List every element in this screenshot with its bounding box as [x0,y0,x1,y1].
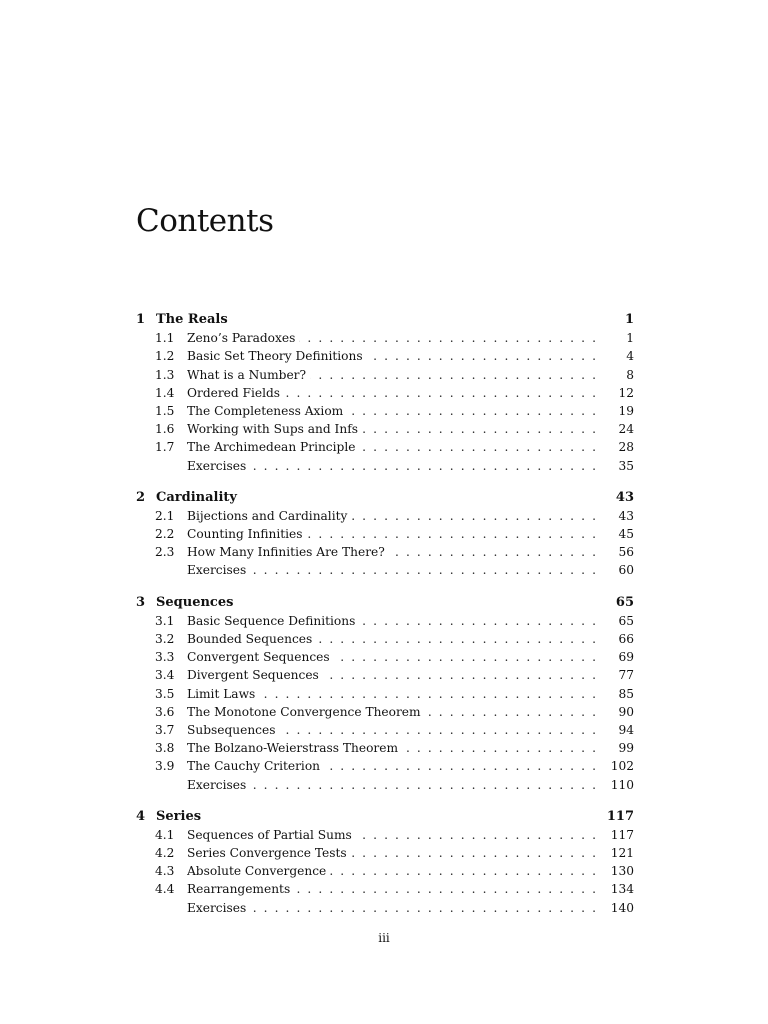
toc-section-entry[interactable] [136,757,634,775]
section-title: Convergent Sequences [187,650,334,664]
chapter-num: 2 [136,489,146,505]
section-title: Exercises [187,901,250,915]
section-title: The Archimedean Principle [187,440,359,454]
section-leader [187,402,598,420]
section-leader [187,776,598,794]
section-title: Basic Set Theory Definitions [187,349,367,363]
toc-section-entry[interactable] [136,648,634,666]
section-title: Counting Infinities [187,527,306,541]
toc-chapter-entry[interactable] [136,311,634,329]
section-title: Zeno’s Paradoxes [187,331,299,345]
section-page: 130 [610,864,634,879]
section-leader [187,844,598,862]
chapter-title: Sequences [156,594,234,610]
section-number: 2.1 [155,508,175,523]
section-leader [187,438,598,456]
section-title: Ordered Fields [187,386,284,400]
page-number: iii [378,931,390,945]
section-leader [187,366,598,384]
section-title: How Many Infinities Are There? [187,545,389,559]
section-title: Exercises [187,459,250,473]
toc-section-entry[interactable] [136,438,634,456]
chapter-num: 3 [136,594,146,610]
toc-section-entry[interactable] [136,826,634,844]
section-number: 4.1 [155,827,175,842]
section-number: 1.4 [155,385,175,400]
section-title: Series Convergence Tests [187,846,351,860]
chapter-num: 4 [136,808,146,824]
section-leader [187,703,598,721]
toc-chapter-entry[interactable] [136,808,634,826]
section-page: 8 [626,367,634,382]
section-page: 56 [618,545,634,560]
section-number: 3.5 [155,686,175,701]
section-number: 4.4 [155,882,175,897]
section-number: 3.9 [155,759,175,774]
chapter-num: 1 [136,312,146,327]
toc-section-entry[interactable] [136,739,634,757]
section-number: 1.5 [155,403,175,418]
chapter-title: Series [156,808,202,824]
toc-section-entry[interactable] [136,880,634,898]
toc-section-entry[interactable] [136,402,634,420]
toc-chapter [136,594,634,794]
toc-section-entry[interactable] [136,899,634,917]
section-leader [187,862,598,880]
section-leader [187,561,598,579]
section-leader [187,739,598,757]
section-number: 3.2 [155,632,175,646]
toc-chapter-entry[interactable] [136,594,634,612]
toc-chapter [136,808,634,917]
section-title: Bounded Sequences [187,632,316,646]
section-number: 1.7 [155,440,175,455]
section-number: 2.3 [155,545,175,560]
toc-section-entry[interactable] [136,685,634,703]
chapter-page: 1 [624,312,634,327]
toc-section-entry[interactable] [136,543,634,561]
section-number: 2.2 [155,527,175,542]
section-leader [187,630,598,648]
section-title: The Monotone Convergence Theorem [187,705,425,719]
section-page: 94 [618,722,634,737]
section-title: Divergent Sequences [187,668,323,682]
section-title: The Completeness Axiom [187,404,347,418]
section-page: 66 [618,632,634,646]
toc-section-entry[interactable] [136,844,634,862]
toc-section-entry[interactable] [136,612,634,630]
section-number: 3.1 [155,613,175,628]
section-title: Exercises [187,778,250,792]
section-title: Bijections and Cardinality [187,509,351,523]
section-page: 45 [618,527,634,542]
section-number: 4.3 [155,864,175,879]
page-title: Contents [136,203,274,239]
toc-section-entry[interactable] [136,329,634,347]
section-page: 90 [618,704,634,719]
section-number: 1.2 [155,349,175,364]
chapter-page: 65 [615,594,634,610]
toc-section-entry[interactable] [136,776,634,794]
section-number: 3.6 [155,704,175,719]
toc-section-entry[interactable] [136,457,634,475]
section-leader [187,899,598,917]
section-page: 99 [618,741,634,756]
section-leader [187,826,598,844]
section-page: 28 [618,440,634,455]
section-page: 1 [626,331,634,346]
section-title: Absolute Convergence [187,864,330,878]
section-title: Working with Sups and Infs [187,422,362,436]
toc-section-entry[interactable] [136,862,634,880]
section-leader [187,329,598,347]
toc-section-entry[interactable] [136,630,634,648]
section-number: 3.4 [155,668,175,683]
section-leader [187,685,598,703]
section-title: The Bolzano-Weierstrass Theorem [187,741,402,755]
section-leader [187,757,598,775]
section-title: The Cauchy Criterion [187,759,324,773]
toc-chapter [136,489,634,580]
toc-section-entry[interactable] [136,666,634,684]
section-leader [187,543,598,561]
section-page: 102 [610,759,634,774]
toc-section-entry[interactable] [136,420,634,438]
section-page: 65 [618,613,634,628]
toc-section-entry[interactable] [136,507,634,525]
chapter-title: The Reals [156,312,228,327]
toc-section-entry[interactable] [136,525,634,543]
section-page: 43 [618,508,634,523]
section-leader [187,648,598,666]
section-number: 1.6 [155,422,175,437]
section-page: 121 [610,846,634,861]
section-page: 24 [618,422,634,437]
table-of-contents [136,311,634,931]
section-title: Rearrangements [187,882,294,896]
section-number: 3.7 [155,722,175,737]
section-number: 3.3 [155,650,175,665]
section-title: What is a Number? [187,368,310,382]
section-title: Sequences of Partial Sums [187,828,356,842]
section-leader [187,384,598,402]
section-title: Limit Laws [187,687,259,701]
toc-section-entry[interactable] [136,347,634,365]
section-page: 77 [618,668,634,683]
section-page: 69 [618,650,634,665]
section-leader [187,721,598,739]
toc-section-entry[interactable] [136,561,634,579]
section-leader [187,880,598,898]
section-title: Basic Sequence Definitions [187,614,359,628]
section-page: 134 [610,882,634,897]
section-leader [187,420,598,438]
section-leader [187,457,598,475]
section-number: 1.1 [155,331,175,346]
chapter-title: Cardinality [156,489,237,505]
section-page: 12 [618,385,634,400]
toc-section-entry[interactable] [136,366,634,384]
toc-chapter [136,311,634,475]
toc-section-entry[interactable] [136,703,634,721]
section-leader [187,347,598,365]
section-page: 35 [618,458,634,473]
chapter-page: 43 [615,489,634,505]
section-page: 140 [610,900,634,915]
section-number: 1.3 [155,367,175,382]
toc-chapter-entry[interactable] [136,489,634,507]
section-page: 117 [610,827,634,842]
section-leader [187,507,598,525]
toc-section-entry[interactable] [136,721,634,739]
section-leader [187,666,598,684]
section-page: 60 [618,563,634,578]
section-leader [187,612,598,630]
section-title: Exercises [187,563,250,577]
section-page: 110 [610,777,634,792]
section-page: 19 [618,403,634,418]
section-number: 3.8 [155,741,175,756]
chapter-page: 117 [606,808,634,824]
section-number: 4.2 [155,846,175,861]
section-title: Subsequences [187,723,279,737]
section-leader [187,525,598,543]
section-page: 4 [626,349,634,364]
toc-section-entry[interactable] [136,384,634,402]
section-page: 85 [618,686,634,701]
